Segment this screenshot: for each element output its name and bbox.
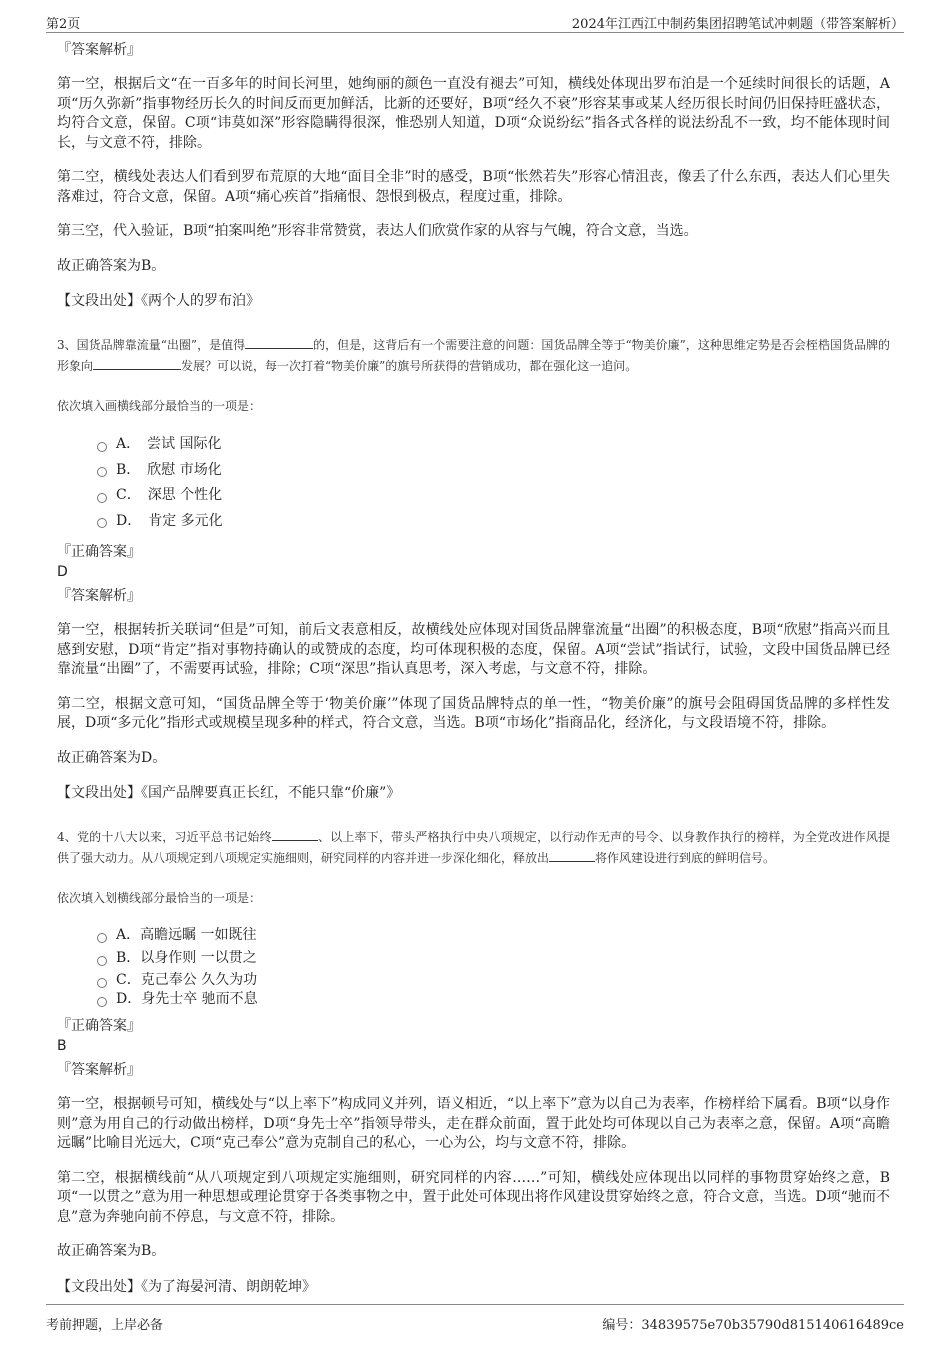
analysis-paragraph: 第三空，代入验证，B项“拍案叫绝”形容非常赞赏，表达人们欣赏作家的从容与气魄，符合文意，当选。 <box>57 223 698 239</box>
correct-answer-label: 『正确答案』 <box>57 1018 141 1034</box>
correct-answer-label: 『正确答案』 <box>57 544 141 560</box>
option-list <box>97 924 890 1008</box>
option-b[interactable]: B． 欣慰 市场化 <box>97 458 890 484</box>
radio-icon[interactable] <box>97 978 107 988</box>
correct-answer: D <box>57 564 68 580</box>
option-c[interactable]: C． 深思 个性化 <box>97 483 890 509</box>
analysis-paragraph: 第二空，根据文意可知，“国货品牌全等于‘物美价廉’”体现了国货品牌特点的单一性，“物美价廉”的旗号会阻碍国货品牌的多样性发展，D项“多元化”指形式或规模呈现多种的样式，符合文意，当选。B项“市场化”指商品化，经济化，与文段语境不符，排除。 <box>57 695 890 731</box>
analysis-paragraph: 第二空，横线处表达人们看到罗布荒原的大地“面目全非”时的感受，B项“怅然若失”形容心情沮丧，像丢了什么东西，表达人们心里失落难过，符合文意，保留。A项“痛心疾首”指痛恨、怨恨到极点，程度过重，排除。 <box>57 169 890 205</box>
option-d[interactable]: D． 肯定 多元化 <box>97 509 890 535</box>
radio-icon[interactable] <box>97 933 107 943</box>
page-number: 第2页 <box>46 17 81 32</box>
footer-slogan: 考前押题，上岸必备 <box>46 1318 164 1333</box>
conclusion: 故正确答案为D。 <box>57 749 167 766</box>
correct-answer: B <box>57 1038 67 1054</box>
radio-icon[interactable] <box>97 467 107 477</box>
source-citation: 【文段出处】《国产品牌要真正长红，不能只靠“价廉”》 <box>57 785 401 801</box>
document-title: 2024年江西江中制药集团招聘笔试冲刺题（带答案解析） <box>571 17 904 32</box>
fill-blank <box>549 848 595 862</box>
question-prompt: 依次填入划横线部分最恰当的一项是： <box>57 891 262 905</box>
radio-icon[interactable] <box>97 518 107 528</box>
analysis-paragraph: 第一空，根据顿号可知，横线处与“以上率下”构成同义并列，语义相近，“以上率下”意为以自己为表率，作榜样给下属看。B项“以身作则”意为用自己的行动做出榜样，D项“身先士卒”指领导带头，走在群众前面，置于此处均可体现以自己为表率之意，保留。A项“高瞻远瞩”比喻目光远大，C项“克己奉公”意为克制自己的私心，一心为公，均与文意不符，排除。 <box>57 1096 890 1151</box>
option-d[interactable]: D．身先士卒 驰而不息 <box>97 991 890 1008</box>
page-header <box>46 10 904 33</box>
document-id: 编号：34839575e70b35790d815140616489ce <box>602 1318 904 1333</box>
option-list <box>97 432 890 534</box>
analysis-label: 『答案解析』 <box>57 42 141 58</box>
fill-blank <box>272 827 318 841</box>
question-4-text: 4、党的十八大以来，习近平总书记始终 、以上率下，带头严格执行中央八项规定，以行动作无声的号令、以身教作执行的榜样，为全党改进作风提供了强大动力。从八项规定到八项规定实施细则，研究同样的内容并进一步深化细化，释放出 将作风建设进行到底的鲜明信号。 <box>57 827 890 869</box>
question-3-text: 3、国货品牌靠流量“出圈”，是值得 的，但是，这背后有一个需要注意的问题：国货品牌全等于“物美价廉”，这种思维定势是否会桎梏国货品牌的形象向 发展？可以说，每一次打着“物美价廉”的旗号所获得的营销成功，都在强化这一追问。 <box>57 335 890 377</box>
source-citation: 【文段出处】《两个人的罗布泊》 <box>57 293 260 309</box>
fill-blank <box>93 356 181 370</box>
radio-icon[interactable] <box>97 956 107 966</box>
option-b[interactable]: B．以身作则 一以贯之 <box>97 947 890 970</box>
page-footer <box>46 1304 904 1335</box>
conclusion: 故正确答案为B。 <box>57 257 166 274</box>
question-prompt: 依次填入画横线部分最恰当的一项是： <box>57 399 262 413</box>
analysis-paragraph: 第一空，根据后文“在一百多年的时间长河里，她绚丽的颜色一直没有褪去”可知，横线处体现出罗布泊是一个延续时间很长的话题，A项“历久弥新”指事物经历长久的时间反而更加鲜活，比新的还要好，B项“经久不衰”形容某事或某人经历很长时间仍旧保持旺盛状态，均符合文意，保留。C项“讳莫如深”形容隐瞒得很深，惟恐别人知道，D项“众说纷纭”指各式各样的说法纷乱不一致，均不能体现时间长，与文意不符，排除。 <box>57 76 890 151</box>
option-c[interactable]: C．克己奉公 久久为功 <box>97 970 890 991</box>
analysis-paragraph: 第一空，根据转折关联词“但是”可知，前后文表意相反，故横线处应体现对国货品牌靠流量“出圈”的积极态度，B项“欣慰”指高兴而且感到安慰，D项“肯定”指对事物持确认的或赞成的态度，均可体现积极的态度，保留。A项“尝试”指试行，试验，文段中国货品牌已经靠流量“出圈”了，不需要再试验，排除；C项“深思”指认真思考，深入考虑，与文意不符，排除。 <box>57 622 890 677</box>
radio-icon[interactable] <box>97 442 107 452</box>
conclusion: 故正确答案为B。 <box>57 1243 166 1259</box>
analysis-label: 『答案解析』 <box>57 1062 141 1078</box>
fill-blank <box>245 335 313 349</box>
radio-icon[interactable] <box>97 493 107 503</box>
page-content <box>57 40 890 1302</box>
source-citation: 【文段出处】《为了海晏河清、朗朗乾坤》 <box>57 1278 316 1295</box>
option-a[interactable]: A．高瞻远瞩 一如既往 <box>97 924 890 947</box>
analysis-label: 『答案解析』 <box>57 588 141 604</box>
option-a[interactable]: A． 尝试 国际化 <box>97 432 890 458</box>
analysis-paragraph: 第二空，根据横线前“从八项规定到八项规定实施细则，研究同样的内容……”可知，横线处应体现出以同样的事物贯穿始终之意，B项“一以贯之”意为用一种思想或理论贯穿于各类事物之中，置于此处可体现出将作风建设贯穿始终之意，符合文意，当选。D项“驰而不息”意为奔驰向前不停息，与文意不符，排除。 <box>57 1169 890 1225</box>
radio-icon[interactable] <box>97 997 107 1007</box>
